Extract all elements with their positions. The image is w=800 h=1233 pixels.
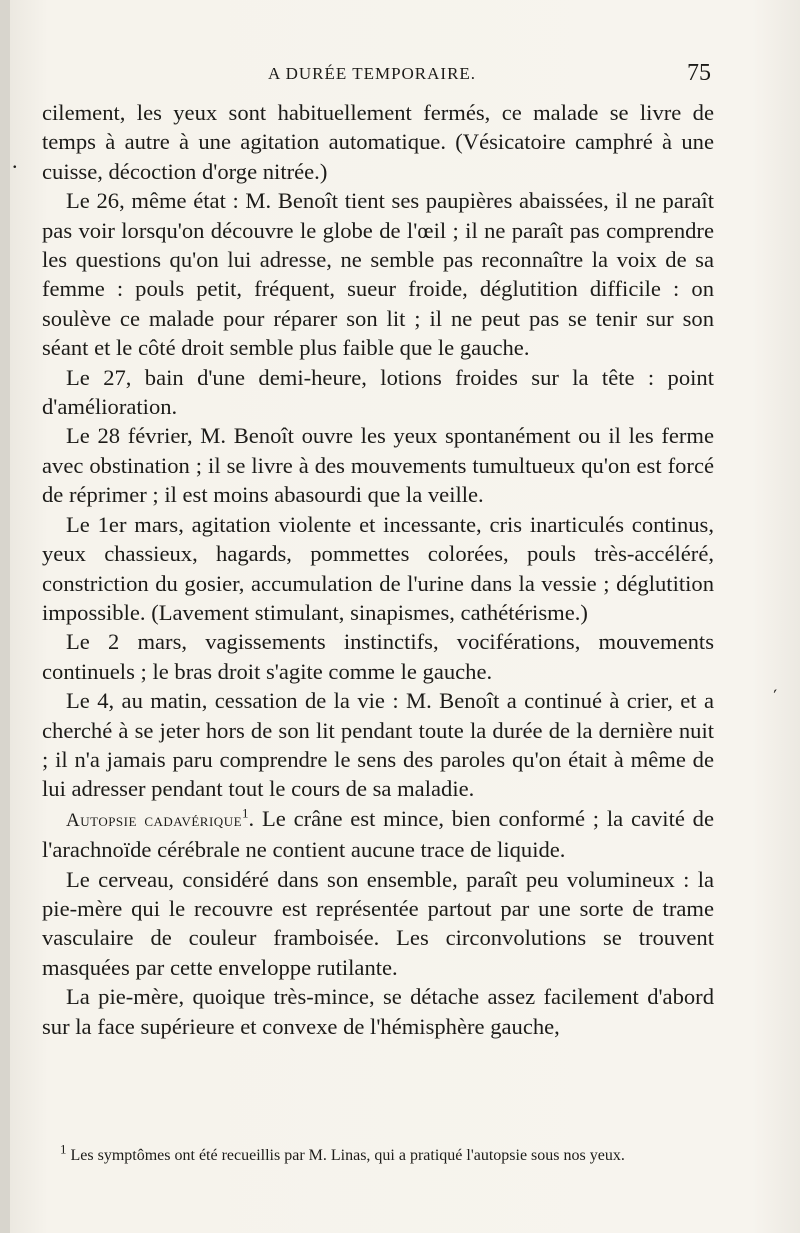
paragraph-1: cilement, les yeux sont habituellement fermés, ce malade se livre de temps à autre à une agitation automatique. (Vésicatoire camphré à une cuisse, décoction d'orge nitrée.): [42, 100, 714, 184]
footnote: [42, 1143, 714, 1169]
page-number: 75: [687, 60, 711, 86]
paragraph-6: Le 2 mars, vagissements instinctifs, vociférations, mouvements continuels ; le bras droit s'agite comme le gauche.: [42, 629, 714, 684]
running-head-title: A DURÉE TEMPORAIRE.: [268, 64, 477, 83]
paragraph-4: Le 28 février, M. Benoît ouvre les yeux spontanément ou il les ferme avec obstination ; il se livre à des mouvements tumultueux qu'on est forcé de réprimer ; il est moins abasourdi que la veille.: [42, 423, 714, 508]
paragraph-10: La pie-mère, quoique très-mince, se détache assez facilement d'abord sur la face supérieure et convexe de l'hémisphère gauche,: [42, 984, 714, 1039]
page-gutter: [0, 0, 10, 1233]
body-text: [42, 98, 714, 1041]
paragraph-3: Le 27, bain d'une demi-heure, lotions froides sur la tête : point d'amélioration.: [42, 364, 714, 420]
margin-mark: .: [12, 148, 18, 173]
paragraph-7: Le 4, au matin, cessation de la vie : M. Benoît a continué à crier, et a cherché à se jeter hors de son lit pendant toute la durée de la dernière nuit ; il n'a jamais paru comprendre le sens des paroles qu'on était à même de lui adresser pendant tout le cours de sa maladie.: [42, 688, 714, 802]
footnote-text: Les symptômes ont été recueillis par M. Linas, qui a pratiqué l'autopsie sous nos yeux.: [70, 1147, 625, 1164]
paragraph-9: Le cerveau, considéré dans son ensemble, paraît peu volumineux : la pie-mère qui le recouvre est représentée partout par une sorte de trame vasculaire de couleur framboisée. Les circonvolutions se trouvent masquées par cette enveloppe rutilante.: [42, 866, 714, 980]
paragraph-2: Le 26, même état : M. Benoît tient ses paupières abaissées, il ne paraît pas voir lorsqu'on découvre le globe de l'œil ; il ne paraît pas comprendre les questions qu'on lui adresse, ne semble pas reconnaître la voix de sa femme : pouls petit, fréquent, sueur froide, déglutition difficile : on soulève ce malade pour réparer son lit ; il ne peut pas se tenir sur son séant et le côté droit semble plus faible que le gauche.: [42, 188, 714, 361]
footnote-mark: 1: [60, 1141, 67, 1157]
footnote-reference: 1: [242, 805, 249, 821]
margin-tick: ´: [770, 685, 784, 707]
autopsy-text: . Le crâne est mince, bien conformé ; la cavité de l'arachnoïde cérébrale ne contient aucune trace de liquide.: [42, 805, 714, 863]
autopsy-paragraph: [42, 804, 714, 865]
paragraph-5: Le 1er mars, agitation violente et incessante, cris inarticulés continus, yeux chassieux, hagards, pommettes colorées, pouls très-accéléré, constriction du gosier, accumulation de l'urine dans la vessie ; déglutition impossible. (Lavement stimulant, sinapismes, cathétérisme.): [42, 511, 714, 625]
autopsy-heading: Autopsie cadavérique: [66, 809, 243, 831]
running-head: [0, 62, 800, 90]
